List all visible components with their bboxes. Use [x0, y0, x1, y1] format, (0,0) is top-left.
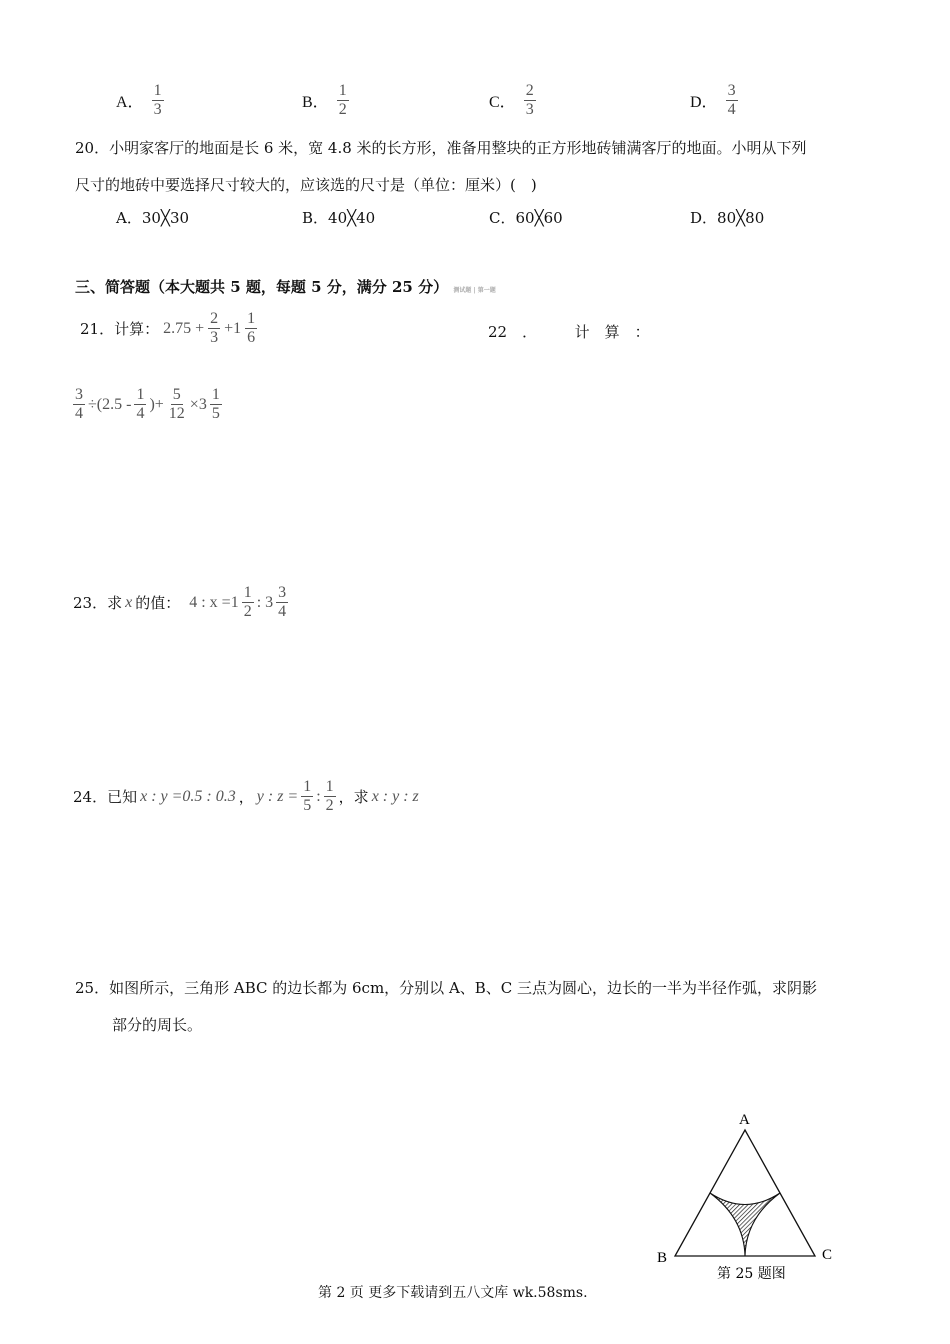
figure-caption: 第 25 题图 [717, 1266, 786, 1282]
q19-option-fraction: $\frac{1}{3}$ [153, 82, 162, 118]
q21-plus-one: +1 [224, 319, 242, 337]
q23: 23．求 x 的值： 4 : x =1 $\frac{1}{2}$ : 3 $\frac{3}{4}$ [73, 584, 287, 620]
shaded-region [710, 1193, 780, 1256]
q24: 24．已知 x : y =0.5 : 0.3 ， y : z = $\frac{1}{5}$ : $\frac{1}{2}$ ，求 x : y : z [73, 778, 419, 814]
q22-expression: $\frac{3}{4}$ ÷(2.5 - $\frac{1}{4}$ )+ $\frac{5}{12}$ ×3 $\frac{1}{5}$ [75, 386, 220, 422]
q21-mixed-fraction: $\frac{1}{6}$ [247, 310, 256, 346]
q20-line1: 20．小明家客厅的地面是长 6 米，宽 4.8 米的长方形，准备用整块的正方形地砖铺满客厅的地面。小明从下列 [75, 139, 807, 157]
q19-option-label: D． [690, 94, 718, 111]
q20-line2: 尺寸的地砖中要选择尺寸较大的，应该选的尺寸是（单位：厘米）( ) [75, 176, 537, 194]
section-title-text: 三、简答题（本大题共 5 题，每题 5 分，满分 25 分） [75, 278, 449, 296]
q21-a: 2.75 [163, 319, 192, 337]
q21 [80, 310, 257, 347]
q22-label: 22 ． 计 算 ： [488, 323, 650, 341]
q19-option [690, 82, 738, 119]
q19-option-label: A． [116, 94, 144, 111]
q25-line2: 部分的周长。 [112, 1016, 203, 1034]
vertex-c-label: C [822, 1247, 833, 1263]
q19-option [116, 82, 164, 119]
vertex-b-label: B [657, 1250, 668, 1266]
section-tiny-note: 测试题 | 第一题 [453, 287, 496, 294]
q21-label: 21．计算： [80, 320, 160, 338]
q19-option [302, 82, 349, 119]
q20-option-c: C．60╳60 [489, 209, 563, 227]
q21-fraction: $\frac{2}{3}$ [210, 310, 219, 346]
q19-option-label: B． [302, 94, 329, 111]
q19-option-fraction: $\frac{2}{3}$ [525, 82, 534, 118]
q20-option-b: B．40╳40 [302, 209, 376, 227]
section-title [75, 276, 496, 297]
q20-option-d: D．80╳80 [690, 209, 765, 227]
page-footer: 第 2 页 更多下载请到五八文库 wk.58sms. [318, 1285, 588, 1301]
triangle-figure [640, 1100, 860, 1290]
q19-option-fraction: $\frac{3}{4}$ [727, 82, 736, 118]
vertex-a-label: A [739, 1112, 750, 1128]
q19-option [489, 82, 536, 119]
q20-option-a: A．30╳30 [116, 209, 190, 227]
q19-option-label: C． [489, 94, 516, 111]
q19-option-fraction: $\frac{1}{2}$ [338, 82, 347, 118]
q21-plus: + [195, 319, 205, 337]
q25-line1: 25．如图所示，三角形 ABC 的边长都为 6cm，分别以 A、B、C 三点为圆心，边长的一半为半径作弧，求阴影 [75, 979, 818, 997]
